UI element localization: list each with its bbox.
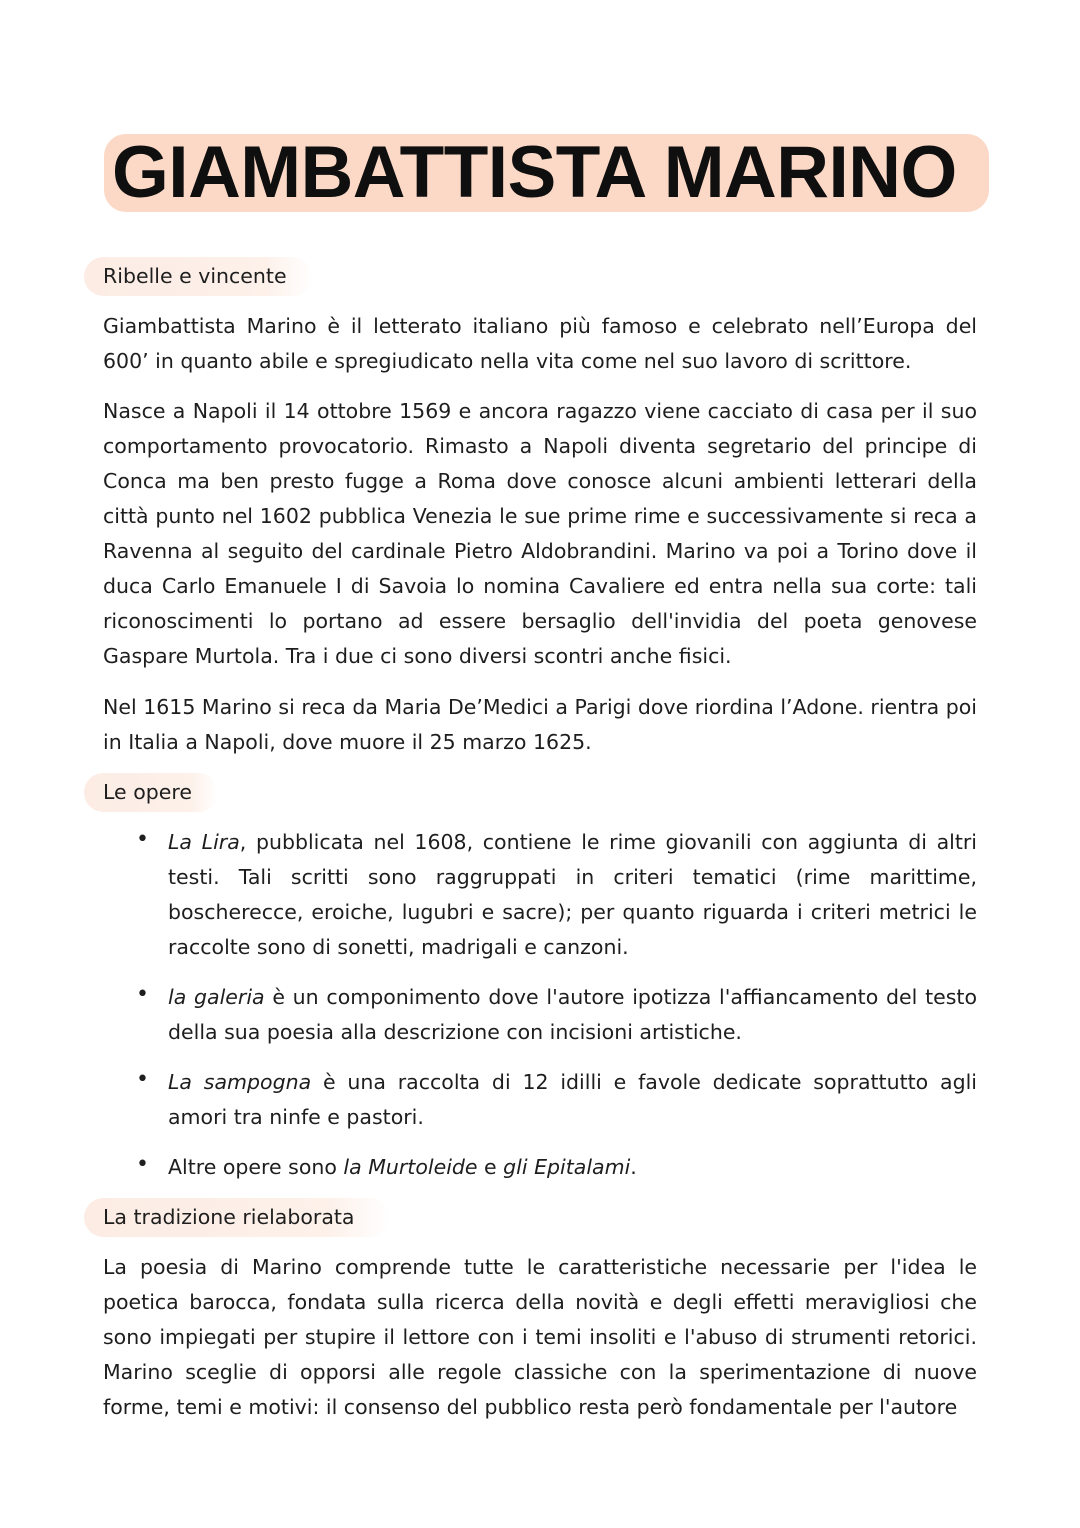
work-title: gli Epitalami — [503, 1155, 631, 1179]
item-text: è un componimento dove l'autore ipotizza l'affiancamento del testo della sua poesia alla descrizione con incisioni artistiche. — [168, 985, 977, 1044]
title-highlight — [104, 134, 989, 212]
bullet-icon: • — [136, 827, 149, 852]
bullet-icon: • — [136, 1067, 149, 1092]
work-title: La Lira — [168, 830, 240, 854]
item-text: , pubblicata nel 1608, contiene le rime giovanili con aggiunta di altri testi. Tali scritti sono raggruppati in criteri tematici (rime marittime, boscherecce, eroiche, lugubri e sacre); per quanto riguarda i criteri metrici le raccolte sono di sonetti, madrigali e canzoni. — [168, 830, 978, 959]
list-item — [168, 980, 977, 1050]
item-text: è una raccolta di 12 idilli e favole dedicate soprattutto agli amori tra ninfe e pastori. — [168, 1070, 977, 1129]
section-heading-label: Ribelle e vincente — [103, 264, 287, 288]
list-item: Altre opere sono la Murtoleide e gli Epitalami. — [168, 1155, 637, 1179]
page-title: GIAMBATTISTA MARINO — [112, 132, 957, 213]
paragraph-intro: Giambattista Marino è il letterato italiano più famoso e celebrato nell’Europa del 600’ in quanto abile e spregiudicato nella vita come nel suo lavoro di scrittore. — [103, 314, 977, 373]
list-item — [168, 825, 977, 965]
paragraph-death: Nel 1615 Marino si reca da Maria De’Medici a Parigi dove riordina l’Adone. rientra poi in Italia a Napoli, dove muore il 25 marzo 1625. — [103, 695, 977, 754]
bullet-icon: • — [136, 982, 149, 1007]
work-title: La sampogna — [168, 1070, 312, 1094]
section-heading-ribelle — [84, 257, 312, 296]
section-heading-opere — [84, 773, 218, 812]
section-heading-label: Le opere — [103, 780, 192, 804]
section-heading-tradizione — [84, 1198, 390, 1237]
list-item — [168, 1065, 977, 1135]
work-title: la Murtoleide — [343, 1155, 478, 1179]
work-title: la galeria — [168, 985, 265, 1009]
section-heading-label: La tradizione rielaborata — [103, 1205, 355, 1229]
bullet-icon: • — [136, 1152, 149, 1177]
paragraph-biography: Nasce a Napoli il 14 ottobre 1569 e ancora ragazzo viene cacciato di casa per il suo comportamento provocatorio. Rimasto a Napoli diventa segretario del principe di Conca ma ben presto fugge a Roma dove conosce alcuni ambienti letterari della città punto nel 1602 pubblica Venezia le sue prime rime e successivamente si reca a Ravenna al seguito del cardinale Pietro Aldobrandini. Marino va poi a Torino dove il duca Carlo Emanuele I di Savoia lo nomina Cavaliere ed entra nella sua corte: tali riconoscimenti lo portano ad essere bersaglio dell'invidia del poeta genovese Gaspare Murtola. Tra i due ci sono diversi scontri anche fisici. — [103, 399, 977, 668]
paragraph-tradizione: La poesia di Marino comprende tutte le caratteristiche necessarie per l'idea le poetica barocca, fondata sulla ricerca della novità e degli effetti meravigliosi che sono impiegati per stupire il lettore con i temi insoliti e l'abuso di strumenti retorici. Marino sceglie di opporsi alle regole classiche con la sperimentazione di nuove forme, temi e motivi: il consenso del pubblico resta però fondamentale per l'autore — [103, 1255, 977, 1419]
